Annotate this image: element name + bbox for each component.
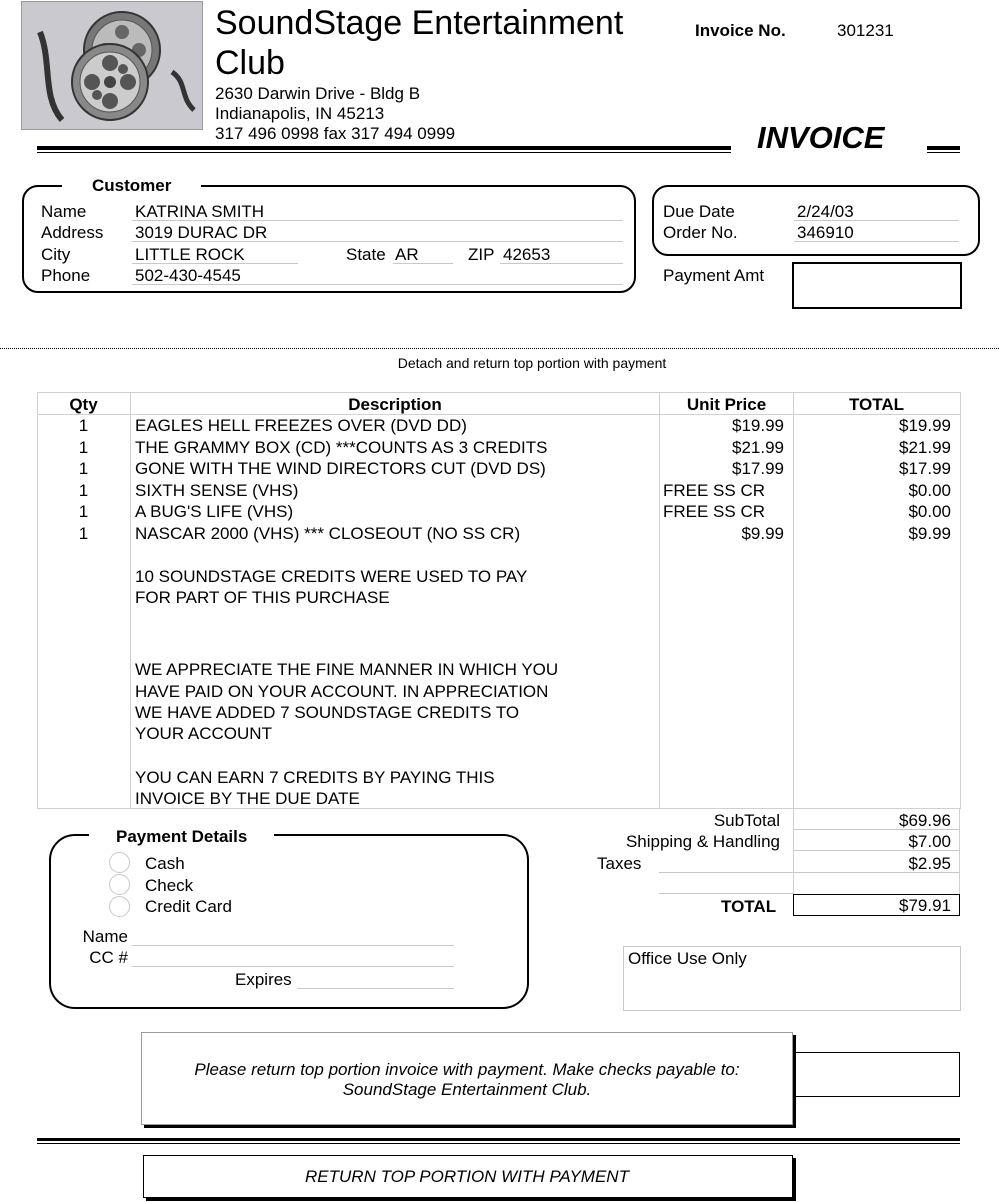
customer-zip-label: ZIP — [468, 245, 495, 264]
payment-name-label: Name — [82, 927, 128, 946]
row-unit-price: $9.99 — [741, 524, 784, 543]
row-total: $9.99 — [908, 524, 951, 543]
footer-amount-box[interactable] — [794, 1052, 960, 1097]
header-total: TOTAL — [848, 395, 905, 414]
shipping-label: Shipping & Handling — [625, 832, 780, 851]
row-qty: 1 — [78, 459, 89, 478]
customer-address-label: Address — [41, 223, 104, 242]
detach-line — [0, 348, 999, 349]
row-description: A BUG'S LIFE (VHS) — [135, 502, 294, 521]
order-no-label: Order No. — [663, 223, 738, 242]
note-line: WE APPRECIATE THE FINE MANNER IN WHICH YOU — [135, 660, 559, 679]
customer-phone: 502-430-4545 — [135, 266, 241, 285]
credit-card-label: Credit Card — [145, 897, 232, 916]
header-qty: Qty — [69, 395, 98, 414]
row-description: GONE WITH THE WIND DIRECTORS CUT (DVD DS) — [135, 459, 546, 478]
payment-details-heading: Payment Details — [89, 826, 274, 847]
note-line: INVOICE BY THE DUE DATE — [135, 789, 360, 808]
total-label: TOTAL — [721, 897, 777, 916]
cc-number-field[interactable] — [132, 948, 454, 967]
footer-rule — [37, 1138, 960, 1141]
cc-label: CC # — [89, 948, 128, 967]
check-radio[interactable] — [109, 874, 130, 895]
customer-address: 3019 DURAC DR — [135, 223, 268, 242]
payment-name-field[interactable] — [132, 927, 454, 946]
total-value: $79.91 — [899, 896, 951, 915]
due-date: 2/24/03 — [797, 202, 854, 221]
note-line: HAVE PAID ON YOUR ACCOUNT. IN APPRECIATION — [135, 682, 549, 701]
taxes-value: $2.95 — [908, 854, 951, 873]
detach-text: Detach and return top portion with payment — [397, 355, 667, 371]
row-unit-price: $17.99 — [732, 459, 784, 478]
customer-city: LITTLE ROCK — [135, 245, 245, 264]
row-qty: 1 — [78, 524, 89, 543]
row-unit-price: $21.99 — [732, 438, 784, 457]
header-rule-right — [927, 146, 960, 150]
row-description: THE GRAMMY BOX (CD) ***COUNTS AS 3 CREDITS — [135, 438, 548, 457]
row-description: SIXTH SENSE (VHS) — [135, 481, 299, 500]
film-reel-icon — [22, 2, 202, 129]
header-rule-thin — [37, 152, 731, 153]
company-city-state-zip: Indianapolis, IN 45213 — [215, 104, 385, 123]
payment-amt-field[interactable] — [792, 262, 962, 309]
header-description: Description — [348, 395, 442, 414]
company-name: SoundStage Entertainment Club — [215, 4, 624, 82]
header-unit-price: Unit Price — [686, 395, 767, 414]
header-rule-left — [37, 146, 731, 150]
row-unit-price: FREE SS CR — [663, 502, 766, 521]
note-line: YOU CAN EARN 7 CREDITS BY PAYING THIS — [135, 768, 495, 787]
row-total: $0.00 — [908, 481, 951, 500]
row-qty: 1 — [78, 416, 89, 435]
row-description: NASCAR 2000 (VHS) *** CLOSEOUT (NO SS CR) — [135, 524, 521, 543]
customer-heading: Customer — [62, 175, 201, 196]
customer-state: AR — [395, 245, 419, 264]
customer-phone-label: Phone — [41, 266, 91, 285]
cash-label: Cash — [145, 854, 185, 873]
cash-radio[interactable] — [109, 852, 130, 873]
company-logo — [21, 1, 203, 130]
footer-note-line1: Please return top portion invoice with payment. Make checks payable to: — [194, 1060, 740, 1079]
subtotal-label: SubTotal — [713, 811, 780, 830]
row-qty: 1 — [78, 502, 89, 521]
row-qty: 1 — [78, 481, 89, 500]
customer-name: KATRINA SMITH — [135, 202, 265, 221]
row-total: $0.00 — [908, 502, 951, 521]
customer-state-label: State — [346, 245, 386, 264]
note-line: 10 SOUNDSTAGE CREDITS WERE USED TO PAY — [135, 567, 528, 586]
subtotal-value: $69.96 — [899, 811, 951, 830]
row-unit-price: FREE SS CR — [663, 481, 766, 500]
customer-zip: 42653 — [503, 245, 551, 264]
row-description: EAGLES HELL FREEZES OVER (DVD DD) — [135, 416, 467, 435]
note-line: WE HAVE ADDED 7 SOUNDSTAGE CREDITS TO — [135, 703, 520, 722]
row-total: $17.99 — [899, 459, 951, 478]
row-total: $19.99 — [899, 416, 951, 435]
expires-label: Expires — [235, 970, 292, 989]
footer-note-line2: SoundStage Entertainment Club. — [342, 1080, 592, 1099]
taxes-label: Taxes — [597, 854, 642, 873]
company-address: 2630 Darwin Drive - Bldg B — [215, 84, 421, 103]
row-total: $21.99 — [899, 438, 951, 457]
note-line: FOR PART OF THIS PURCHASE — [135, 588, 390, 607]
shipping-value: $7.00 — [908, 832, 951, 851]
customer-city-label: City — [41, 245, 71, 264]
expires-field[interactable] — [297, 970, 454, 989]
credit-card-radio[interactable] — [109, 896, 130, 917]
due-date-label: Due Date — [663, 202, 735, 221]
check-label: Check — [145, 876, 194, 895]
payment-amt-label: Payment Amt — [663, 266, 765, 285]
invoice-number: 301231 — [837, 21, 894, 40]
return-text: RETURN TOP PORTION WITH PAYMENT — [305, 1167, 629, 1186]
invoice-number-label: Invoice No. — [695, 21, 786, 40]
invoice-title: INVOICE — [757, 120, 885, 155]
customer-box — [22, 185, 636, 293]
note-line: YOUR ACCOUNT — [135, 724, 272, 743]
company-phone-fax: 317 496 0998 fax 317 494 0999 — [215, 124, 456, 143]
row-unit-price: $19.99 — [732, 416, 784, 435]
row-qty: 1 — [78, 438, 89, 457]
customer-name-label: Name — [41, 202, 87, 221]
office-use-label: Office Use Only — [628, 949, 747, 968]
order-no: 346910 — [797, 223, 854, 242]
